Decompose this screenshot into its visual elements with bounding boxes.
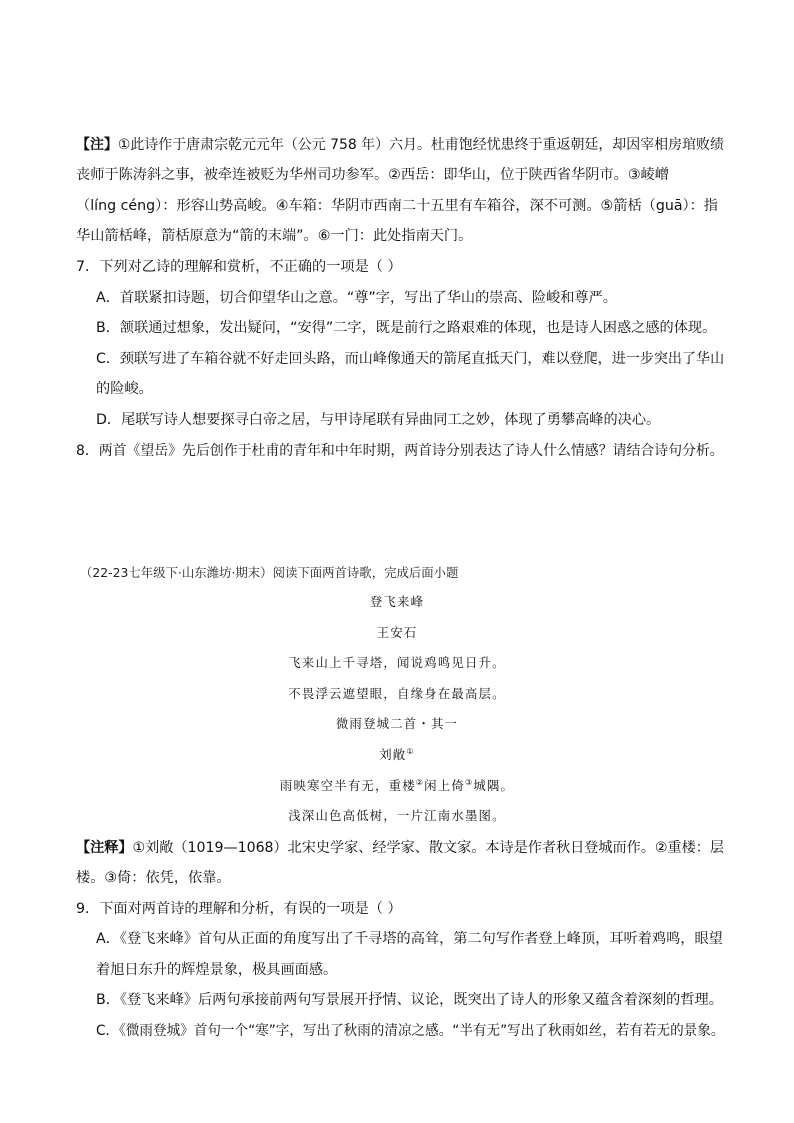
notes2-label: 【注释】: [76, 840, 133, 856]
note-label: 【注】: [76, 137, 118, 153]
poem1-title: 登飞来峰: [369, 594, 425, 609]
note-line-1: [76, 135, 724, 155]
question-9-option-b[interactable]: B．《登飞来峰》后两句承接前两句写景展开抒情、议论，既突出了诗人的形象又蕴含着深刻的哲理。: [96, 992, 723, 1008]
section-intro: （22-23七年级下·山东潍坊·期末）阅读下面两首诗歌，完成后面小题: [80, 565, 459, 580]
question-8-stem: 8．两首《望岳》先后创作于杜甫的青年和中年时期，两首诗分别表达了诗人什么情感？请结合诗句分析。: [76, 443, 724, 459]
poem2-line-1: [0, 777, 794, 795]
footnote-marker: ①: [406, 746, 415, 756]
question-9-option-a[interactable]: A．《登飞来峰》首句从正面的角度写出了千寻塔的高耸，第二句写作者登上峰顶，耳听着鸡鸣，眼望: [96, 931, 723, 947]
note-text: ①此诗作于唐肃宗乾元元年（公元 758 年）六月。杜甫饱经忧患终于重返朝廷，却因宰相房琯败绩: [117, 137, 724, 153]
poem2-title: 微雨登城二首・其一: [335, 716, 459, 731]
notes2-line-2: 楼。③倚：依凭，依靠。: [76, 870, 231, 886]
poem2-line-2: 浅深山色高低树，一片江南水墨图。: [288, 808, 506, 823]
poem1-line-1: 飞来山上千寻塔，闻说鸡鸣见日升。: [288, 655, 506, 670]
notes2-line-1: [76, 838, 724, 858]
poem2-author: [0, 746, 794, 764]
question-7-option-d[interactable]: D．尾联写诗人想要探寻白帝之居，与甲诗尾联有异曲同工之妙，体现了勇攀高峰的决心。: [96, 412, 661, 428]
poem2-line-1-part: 闲上倚: [424, 778, 465, 793]
poem1-author: 王安石: [376, 625, 418, 640]
question-7-stem: 7．下列对乙诗的理解和赏析，不正确的一项是（ ）: [76, 259, 402, 275]
notes2-text: ①刘敞（1019—1068）北宋史学家、经学家、散文家。本诗是作者秋日登城而作。②重楼：层: [132, 840, 724, 856]
question-9-stem: 9．下面对两首诗的理解和分析，有误的一项是（ ）: [76, 901, 402, 917]
question-7-option-c[interactable]: C．颈联写进了车箱谷就不好走回头路，而山峰像通天的箭尾直抵天门，难以登爬，进一步突出了华山: [96, 351, 725, 367]
question-7-option-b[interactable]: B．颔联通过想象，发出疑问，“安得”二字，既是前行之路艰难的体现，也是诗人困惑之感的体现。: [96, 320, 717, 336]
note-line-3: （líng céng）：形容山势高峻。④车箱：华阴市西南二十五里有车箱谷，深不可测。⑤箭栝（guā）：指: [76, 198, 718, 214]
note-line-4: 华山箭栝峰，箭栝原意为“箭的末端”。⑥一门：此处指南天门。: [76, 228, 473, 244]
question-9-option-c[interactable]: C．《微雨登城》首句一个“寒”字，写出了秋雨的清凉之感。“半有无”写出了秋雨如丝，若有若无的景象。: [96, 1023, 725, 1039]
poem2-line-1-part: 雨映寒空半有无，重楼: [279, 778, 416, 793]
footnote-marker: ②: [415, 777, 425, 787]
poem1-line-2: 不畏浮云遮望眼，自缘身在最高层。: [288, 686, 506, 701]
footnote-marker: ③: [464, 777, 474, 787]
question-7-option-c-cont[interactable]: 的险峻。: [96, 381, 153, 397]
poem2-author-name: 刘敞: [379, 747, 407, 762]
question-9-option-a-cont[interactable]: 着旭日东升的辉煌景象，极具画面感。: [96, 962, 338, 978]
question-7-option-a[interactable]: A．首联紧扣诗题，切合仰望华山之意。“尊”字，写出了华山的崇高、险峻和尊严。: [96, 290, 617, 306]
poem2-line-1-part: 城隅。: [473, 778, 515, 793]
note-line-2: 丧师于陈涛斜之事，被牵连被贬为华州司功参军。②西岳：即华山，位于陕西省华阴市。③崚嶒: [76, 167, 669, 183]
